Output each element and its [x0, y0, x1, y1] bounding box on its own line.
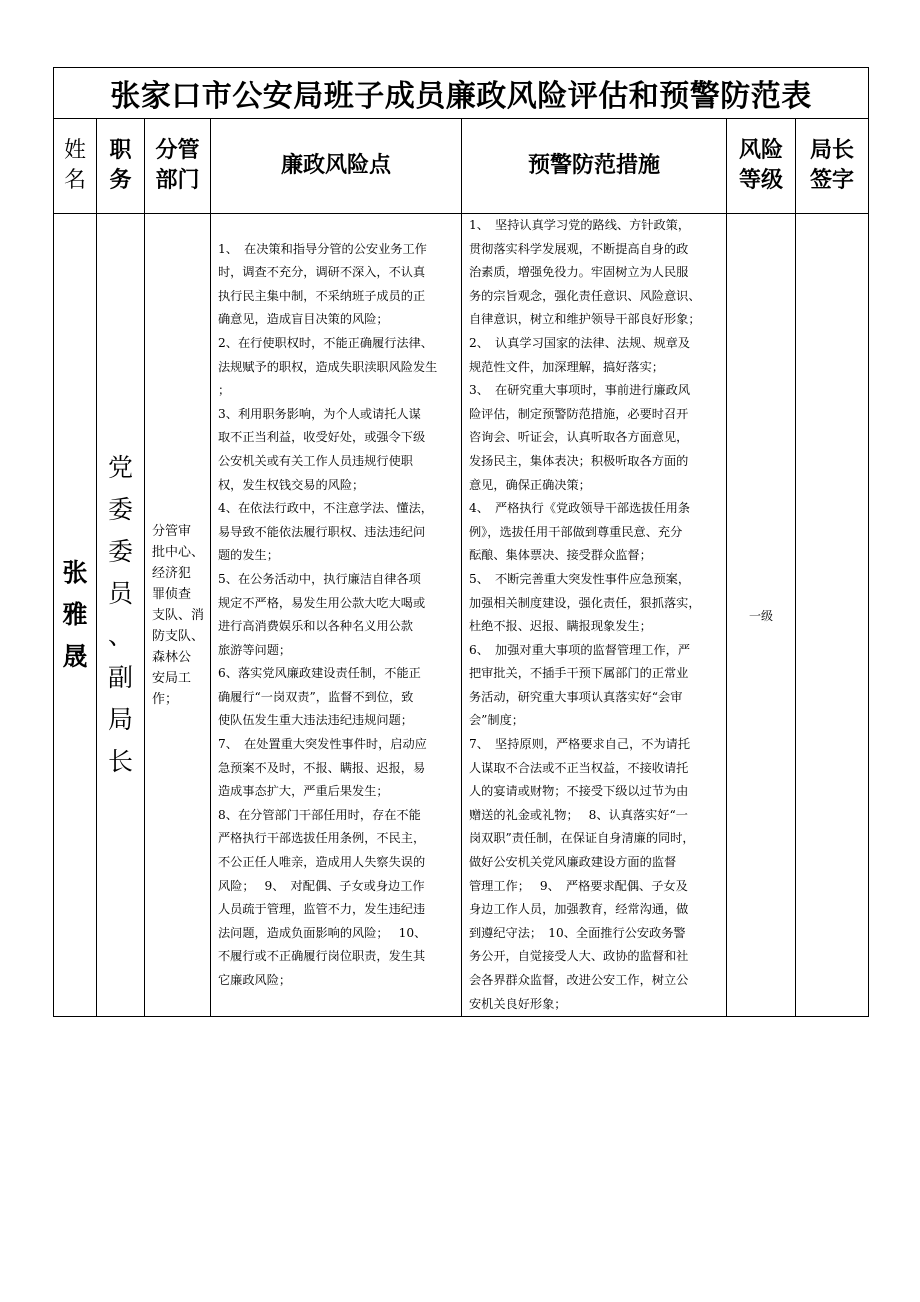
- name-char: 晟: [62, 642, 88, 672]
- post-char: 长: [107, 747, 133, 777]
- cell-director-signature[interactable]: [796, 214, 869, 1017]
- header-risk-level-line2: 等级: [738, 168, 783, 193]
- name-char: 雅: [62, 600, 88, 630]
- post-char: 、: [107, 621, 133, 651]
- header-signature-line1: 局长: [810, 138, 855, 163]
- header-name-line1: 姓: [63, 138, 86, 163]
- cell-risk-level: 一级: [727, 214, 796, 1017]
- header-director-signature: [796, 119, 869, 214]
- header-measures: 预警防范措施: [462, 119, 727, 214]
- post-char: 副: [107, 663, 133, 693]
- header-dept: [145, 119, 211, 214]
- header-post: [97, 119, 145, 214]
- cell-post: [97, 214, 145, 1017]
- post-char: 委: [107, 495, 133, 525]
- header-post-line2: 务: [109, 168, 132, 193]
- header-signature-line2: 签字: [810, 168, 855, 193]
- header-dept-line2: 部门: [155, 168, 200, 193]
- header-risk-level: [727, 119, 796, 214]
- header-dept-line1: 分管: [155, 138, 200, 163]
- cell-dept: [145, 214, 211, 1017]
- post-char: 党: [107, 453, 133, 483]
- document-title: 张家口市公安局班子成员廉政风险评估和预警防范表: [54, 68, 869, 119]
- dept-text: 分管审 批中心、 经济犯 罪侦查 支队、消 防支队、 森林公 安局工 作；: [152, 523, 205, 707]
- header-name: [54, 119, 97, 214]
- cell-measures: 1、 坚持认真学习党的路线、方针政策， 贯彻落实科学发展观，不断提高自身的政 治素质，增强免役力。牢固树立为人民服 务的宗旨观念，强化责任意识、风险意识、 自律意识，树立和维护领导干部良好形象； 2、 认真学习国家的法律、法规、规章及 规范性文件，加深理解，搞好落实； 3、 在研究重大事项时，事前进行廉政风 险评估，制定预警防范措施，必要时召开 咨询会、听证会，认真听取各方面意见， 发扬民主，集体表决；积极听取各方面的 意见，确保正确决策； 4、 严格执行《党政领导干部选拔任用条 例》，选拔任用干部做到尊重民意、充分 酝酿、集体票决、接受群众监督； 5、 不断完善重大突发性事件应急预案， 加强相关制度建设，强化责任，狠抓落实， 杜绝不报、迟报、瞒报现象发生； 6、 加强对重大事项的监督管理工作，严 把审批关，不插手干预下属部门的正常业 务活动，研究重大事项认真落实好“会审 会”制度； 7、 坚持原则，严格要求自己，不为请托 人谋取不合法或不正当权益，不接收请托 人的宴请或财物；不接受下级以过节为由 赠送的礼金或礼物； 8、认真落实好“一 岗双职”责任制，在保证自身清廉的同时， 做好公安机关党风廉政建设方面的监督 管理工作； 9、 严格要求配偶、子女及 身边工作人员，加强教育，经常沟通，做 到遵纪守法； 10、全面推行公安政务警 务公开，自觉接受人大、政协的监督和社 会各界群众监督，改进公安工作，树立公 安机关良好形象；: [462, 214, 727, 1017]
- post-char: 局: [107, 705, 133, 735]
- header-risk-level-line1: 风险: [738, 138, 783, 163]
- name-char: 张: [62, 558, 88, 588]
- header-name-line2: 名: [63, 168, 86, 193]
- risk-assessment-table: [53, 67, 869, 1017]
- cell-risk-points: 1、 在决策和指导分管的公安业务工作 时，调查不充分，调研不深入，不认真 执行民主集中制，不采纳班子成员的正 确意见，造成盲目决策的风险； 2、在行使职权时，不能正确履行法律、 法规赋予的职权，造成失职渎职风险发生 ； 3、利用职务影响，为个人或请托人谋 取不正当利益，收受好处，或强令下级 公安机关或有关工作人员违规行使职 权，发生权钱交易的风险； 4、在依法行政中，不注意学法、懂法， 易导致不能依法履行职权、违法违纪问 题的发生； 5、在公务活动中，执行廉洁自律各项 规定不严格，易发生用公款大吃大喝或 进行高消费娱乐和以各种名义用公款 旅游等问题； 6、落实党风廉政建设责任制，不能正 确履行“一岗双责”，监督不到位，致 使队伍发生重大违法违纪违规问题； 7、 在处置重大突发性事件时，启动应 急预案不及时，不报、瞒报、迟报，易 造成事态扩大，严重后果发生； 8、在分管部门干部任用时，存在不能 严格执行干部选拔任用条例，不民主， 不公正任人唯亲，造成用人失察失误的 风险； 9、 对配偶、子女或身边工作 人员疏于管理，监管不力，发生违纪违 法问题，造成负面影响的风险； 10、 不履行或不正确履行岗位职责，发生其 它廉政风险；: [211, 214, 462, 1017]
- header-post-line1: 职: [109, 138, 132, 163]
- post-char: 委: [107, 537, 133, 567]
- header-risk-points: 廉政风险点: [211, 119, 462, 214]
- cell-name: [54, 214, 97, 1017]
- post-char: 员: [107, 579, 133, 609]
